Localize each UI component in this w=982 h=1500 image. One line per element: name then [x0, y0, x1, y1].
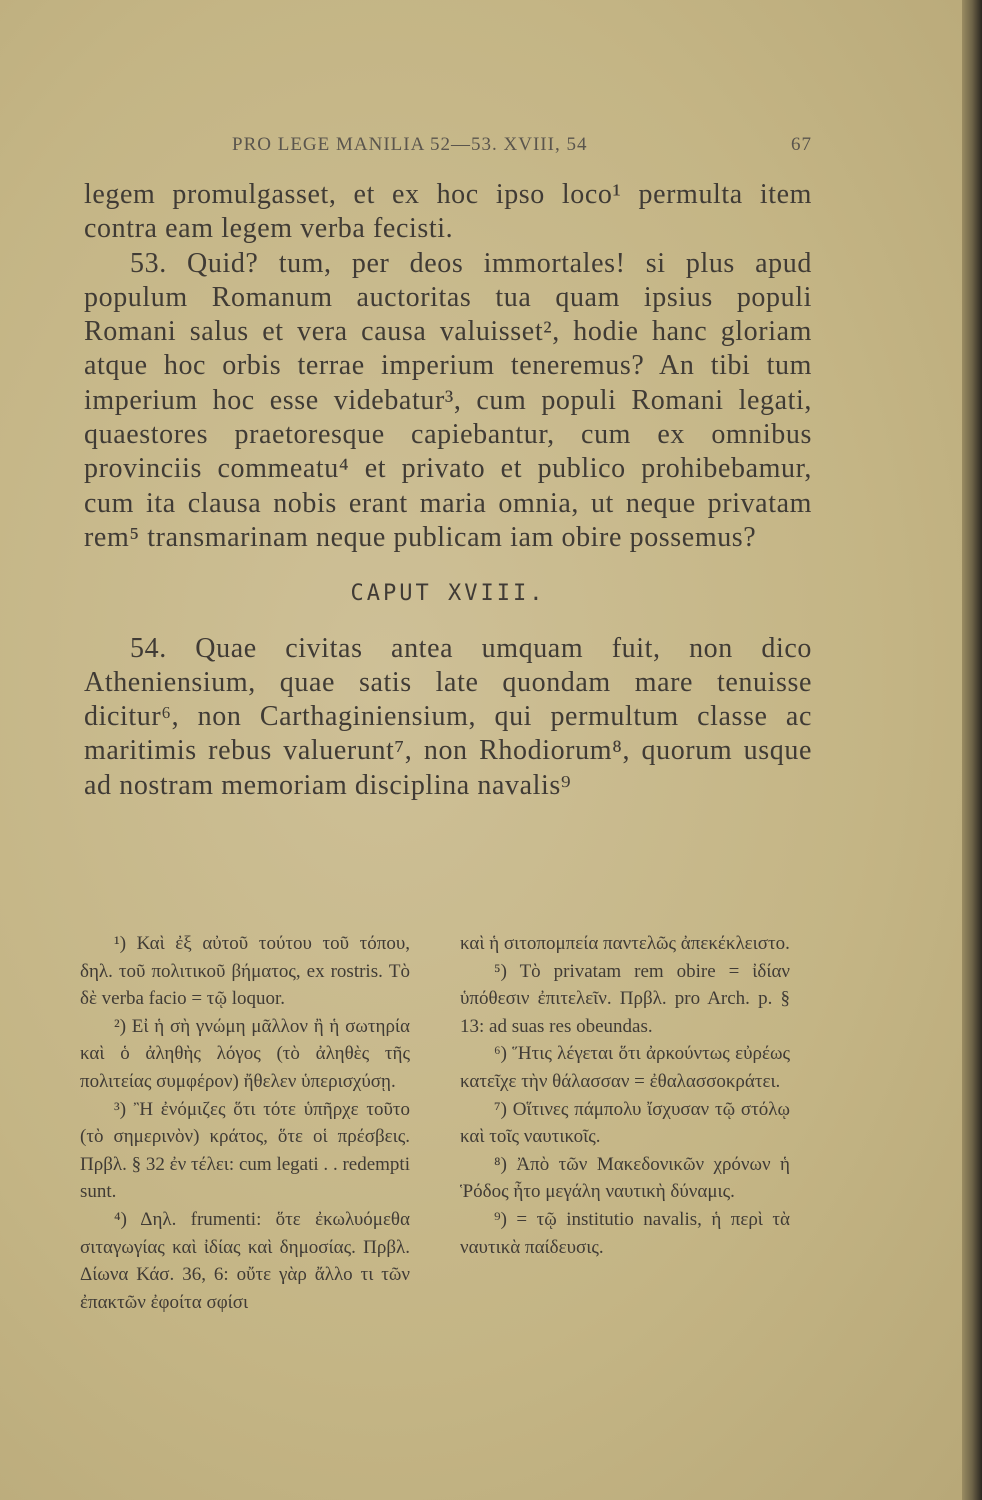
footnotes-right-column [460, 930, 790, 1261]
footnote-2: ²) Εἰ ἡ σὴ γνώμη μᾶλλον ἢ ἡ σωτηρία καὶ ὁ ἀληθὴς λόγος (τὸ ἀληθὲς τῆς πολιτείας συμφέρον) ἤθελεν ὑπερισχύσῃ. [80, 1015, 410, 1092]
main-text [84, 178, 812, 803]
footnote-8: ⁸) Ἀπὸ τῶν Μακεδονικῶν χρόνων ἡ Ῥόδος ἦτο μεγάλη ναυτικὴ δύναμις. [460, 1153, 790, 1203]
footnote-4: ⁴) Δηλ. frumenti: ὅτε ἐκωλυόμεθα σιταγωγίας καὶ ἰδίας καὶ δημοσίας. Πρβλ. Δίωνα Κάσ. 36, 6: οὔτε γὰρ ἄλλο τι τῶν ἐπακτῶν ἐφοίτα σφίσι [80, 1208, 410, 1313]
footnote-7: ⁷) Οἵτινες πάμπολυ ἴσχυσαν τῷ στόλῳ καὶ τοῖς ναυτικοῖς. [460, 1098, 790, 1148]
running-head-title: PRO LEGE MANILIA 52—53. XVIII, 54 [232, 134, 588, 155]
footnote-5: ⁵) Τὸ privatam rem obire = ἰδίαν ὑπόθεσιν ἐπιτελεῖν. Πρβλ. pro Arch. p. § 13: ad suas res obeundas. [460, 960, 790, 1037]
footnote-4-continued: καὶ ἡ σιτοπομπεία παντελῶς ἀπεκέκλειστο. [460, 933, 790, 954]
footnote-9: ⁹) = τῷ institutio navalis, ἡ περὶ τὰ ναυτικὰ παίδευσις. [460, 1208, 790, 1258]
footnote-1: ¹) Καὶ ἐξ αὐτοῦ τούτου τοῦ τόπου, δηλ. τοῦ πολιτικοῦ βήματος, ex rostris. Τὸ δὲ verba facio = τῷ loquor. [80, 933, 410, 1010]
chapter-heading: CAPUT XVIII. [350, 581, 546, 607]
page-edge [962, 0, 982, 1500]
footnote-3: ³) Ἢ ἐνόμιζες ὅτι τότε ὑπῆρχε τοῦτο (τὸ σημερινὸν) κράτος, ὅτε οἱ πρέσβεις. Πρβλ. § 32 ἐν τέλει: cum legati . . redempti sunt. [80, 1098, 410, 1203]
paragraph-53: 53. Quid? tum, per deos immortales! si plus apud populum Romanum auctoritas tua quam ipsius populi Romani salus et vera causa valuisset², hodie hanc gloriam atque hoc orbis terrae imperium teneremus? An tibi tum imperium hoc esse videbatur³, cum populi Romani legati, quaestores praetoresque capiebantur, cum ex omnibus provinciis commeatu⁴ et privato et publico prohibebamur, cum ita clausa nobis erant maria omnia, ut neque privatam rem⁵ transmarinam neque publicam iam obire possemus? [84, 247, 812, 553]
page-number: 67 [791, 134, 812, 155]
running-head [232, 134, 812, 156]
footnotes-left-column [80, 930, 410, 1316]
paragraph-54: 54. Quae civitas antea umquam fuit, non dico Atheniensium, quae satis late quondam mare tenuisse dicitur⁶, non Carthaginiensium, qui permultum classe ac maritimis rebus valuerunt⁷, non Rhodiorum⁸, quorum usque ad nostram memoriam disciplina navalis⁹ [84, 632, 812, 801]
footnote-6: ⁶) Ἥτις λέγεται ὅτι ἀρκούντως εὐρέως κατεῖχε τὴν θάλασσαν = ἐθαλασσοκράτει. [460, 1043, 790, 1092]
paragraph-continuation: legem promulgasset, et ex hoc ipso loco¹ permulta item contra eam legem verba fecisti. [84, 179, 812, 245]
